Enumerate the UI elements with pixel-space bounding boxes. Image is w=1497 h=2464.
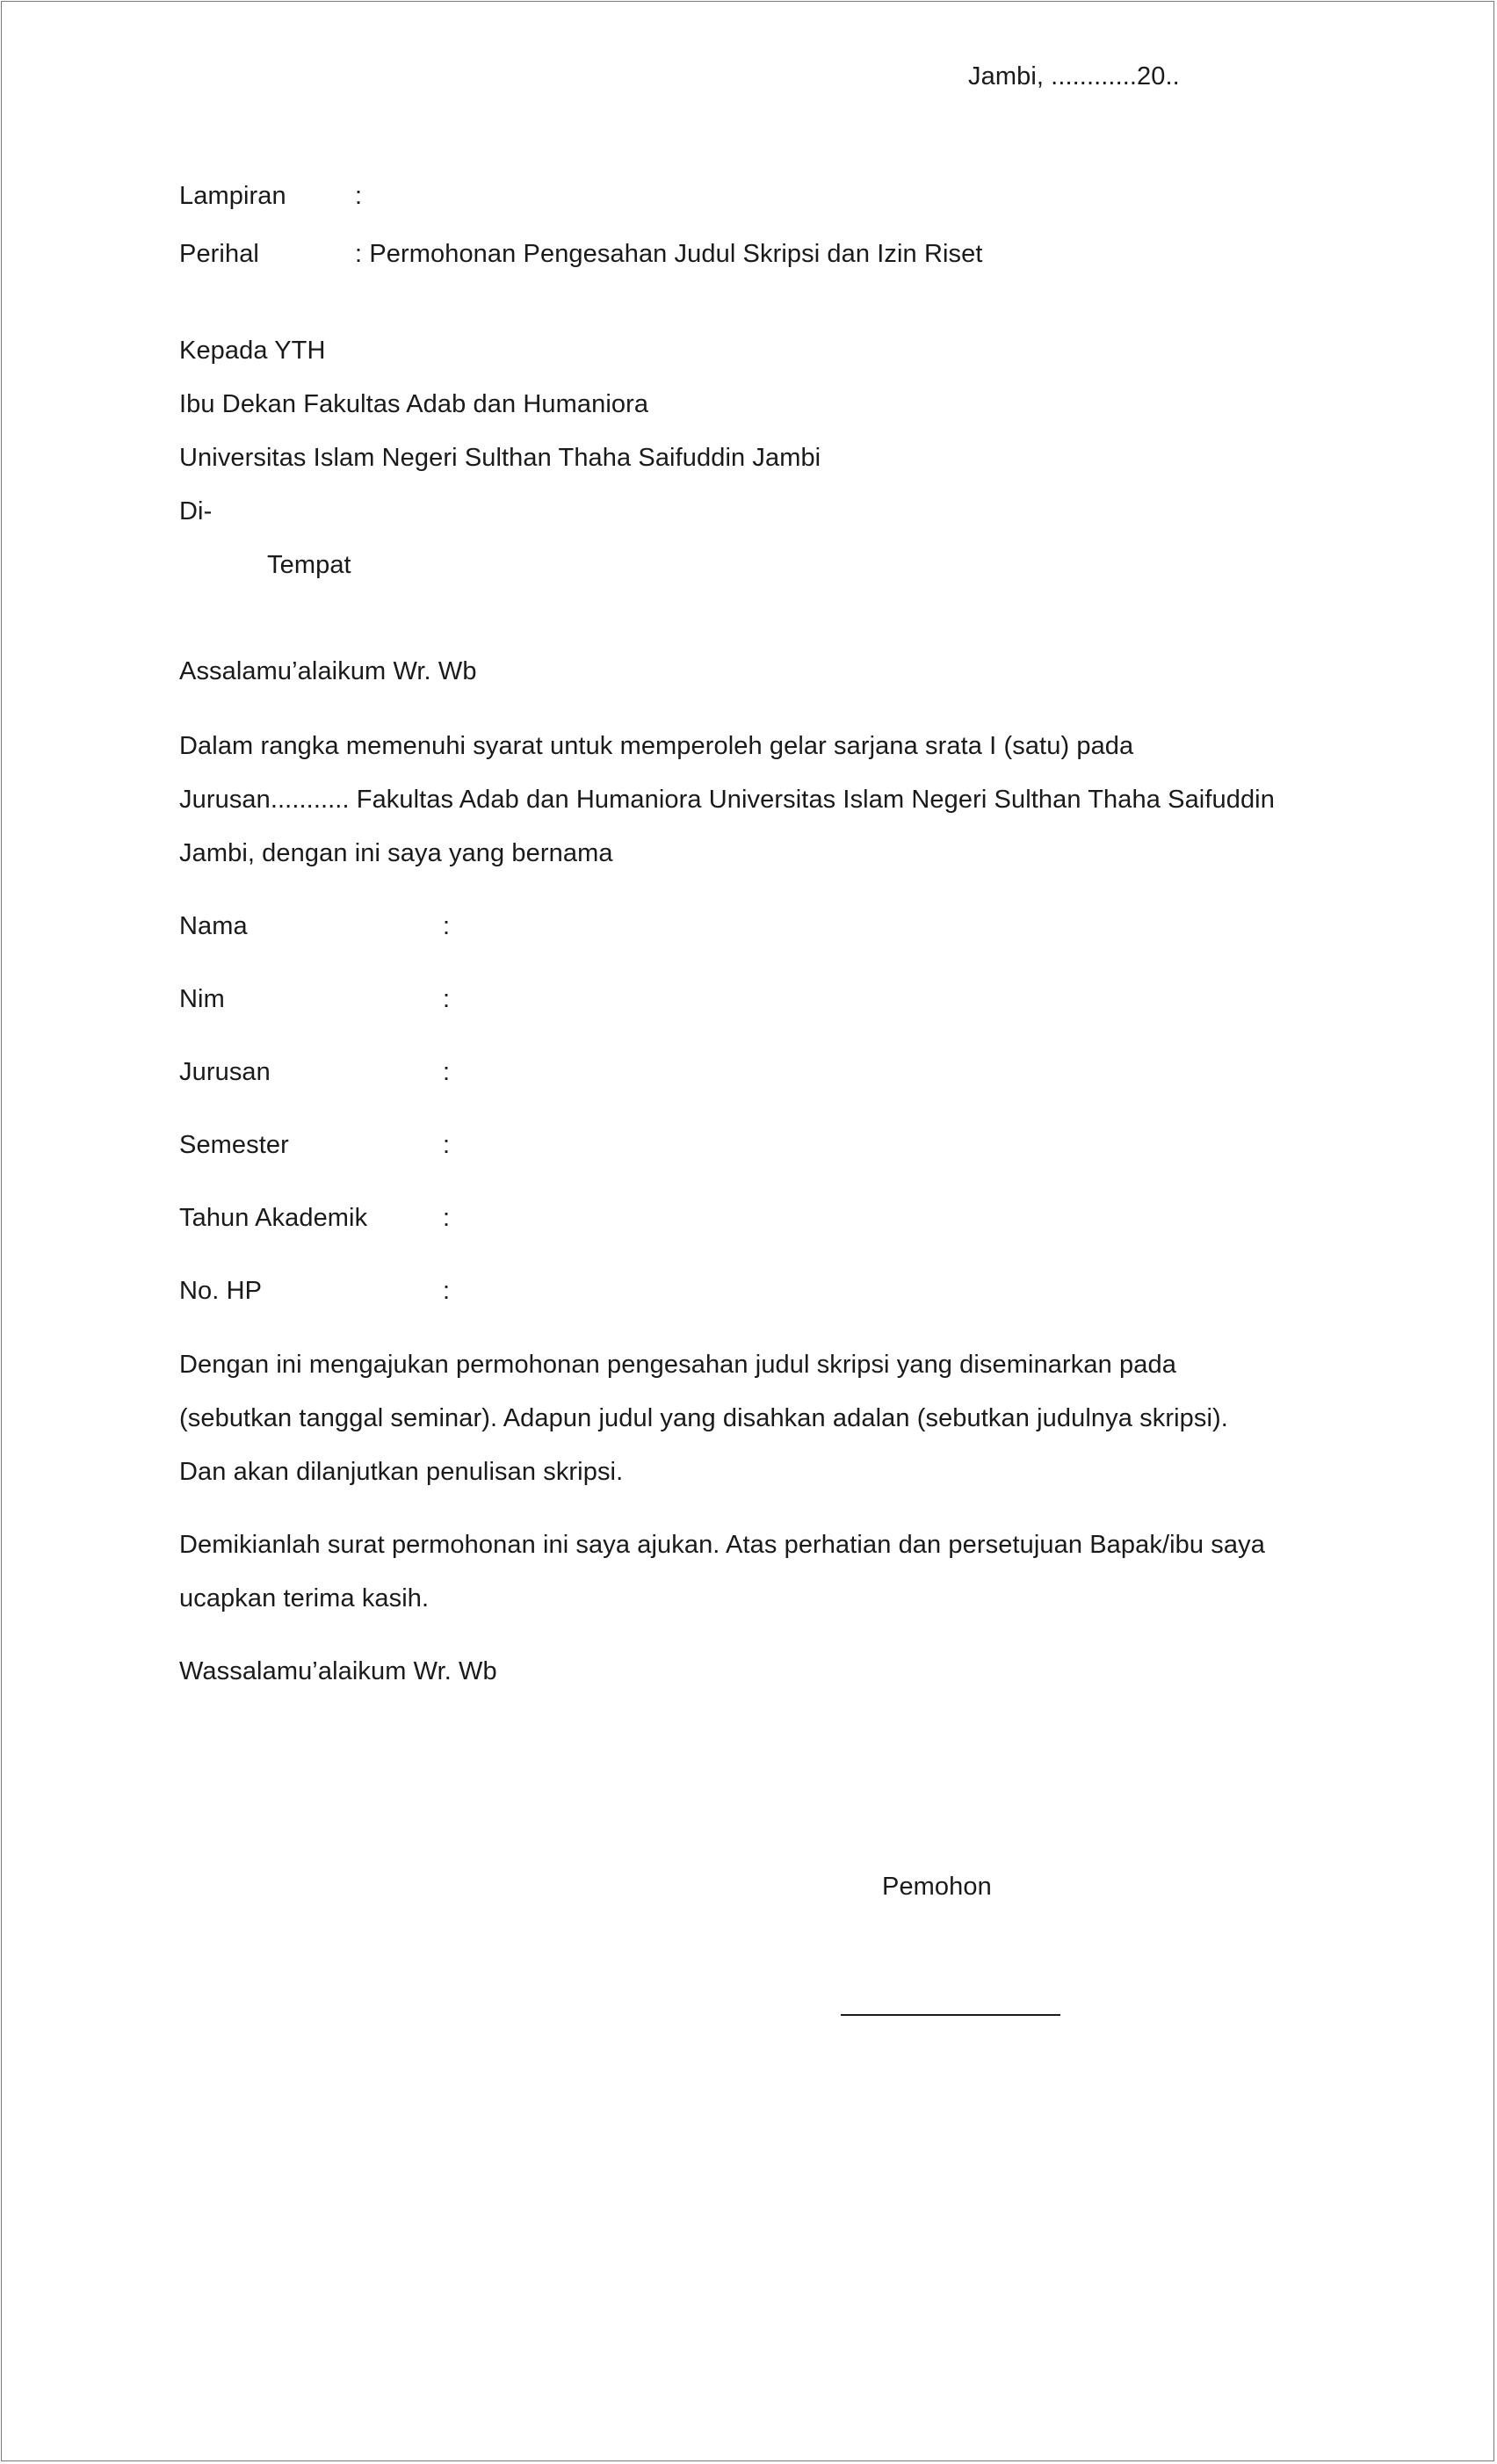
recipient-line-4: Di- bbox=[179, 497, 213, 525]
perihal-label: Perihal bbox=[179, 240, 259, 268]
recipient-line-3: Universitas Islam Negeri Sulthan Thaha Saifuddin Jambi bbox=[179, 444, 821, 472]
intro-line-2: Jurusan........... Fakultas Adab dan Humaniora Universitas Islam Negeri Sulthan Thaha Saifuddin bbox=[179, 786, 1275, 814]
recipient-line-5: Tempat bbox=[267, 551, 351, 579]
field-label-no-hp: No. HP bbox=[179, 1277, 263, 1305]
field-colon-jurusan: : bbox=[443, 1058, 451, 1086]
body-line-3: Dan akan dilanjutkan penulisan skripsi. bbox=[179, 1458, 624, 1486]
lampiran-colon: : bbox=[355, 182, 363, 210]
greeting: Assalamu’alaikum Wr. Wb bbox=[179, 657, 477, 685]
field-colon-no-hp: : bbox=[443, 1277, 451, 1305]
field-colon-semester: : bbox=[443, 1131, 451, 1159]
recipient-line-2: Ibu Dekan Fakultas Adab dan Humaniora bbox=[179, 390, 649, 418]
field-label-tahun-akademik: Tahun Akademik bbox=[179, 1204, 368, 1232]
letter-page bbox=[1, 1, 1494, 2461]
field-label-semester: Semester bbox=[179, 1131, 289, 1159]
closing-line-1: Demikianlah surat permohonan ini saya ajukan. Atas perhatian dan persetujuan Bapak/ibu saya bbox=[179, 1531, 1265, 1559]
body-line-2: (sebutkan tanggal seminar). Adapun judul yang disahkan adalan (sebutkan judulnya skripsi). bbox=[179, 1404, 1228, 1432]
signature-title: Pemohon bbox=[882, 1873, 992, 1901]
date-line: Jambi, ............20.. bbox=[968, 62, 1180, 91]
intro-line-1: Dalam rangka memenuhi syarat untuk memperoleh gelar sarjana srata I (satu) pada bbox=[179, 732, 1134, 760]
recipient-line-1: Kepada YTH bbox=[179, 337, 326, 365]
field-colon-tahun-akademik: : bbox=[443, 1204, 451, 1232]
farewell: Wassalamu’alaikum Wr. Wb bbox=[179, 1657, 497, 1685]
field-label-jurusan: Jurusan bbox=[179, 1058, 271, 1086]
field-label-nama: Nama bbox=[179, 912, 248, 940]
field-label-nim: Nim bbox=[179, 985, 225, 1013]
field-colon-nim: : bbox=[443, 985, 451, 1013]
intro-line-3: Jambi, dengan ini saya yang bernama bbox=[179, 839, 613, 867]
body-line-1: Dengan ini mengajukan permohonan pengesahan judul skripsi yang diseminarkan pada bbox=[179, 1351, 1176, 1379]
signature-line bbox=[841, 2014, 1060, 2016]
field-colon-nama: : bbox=[443, 912, 451, 940]
closing-line-2: ucapkan terima kasih. bbox=[179, 1584, 430, 1612]
lampiran-label: Lampiran bbox=[179, 182, 286, 210]
perihal-value: : Permohonan Pengesahan Judul Skripsi dan Izin Riset bbox=[355, 240, 983, 268]
